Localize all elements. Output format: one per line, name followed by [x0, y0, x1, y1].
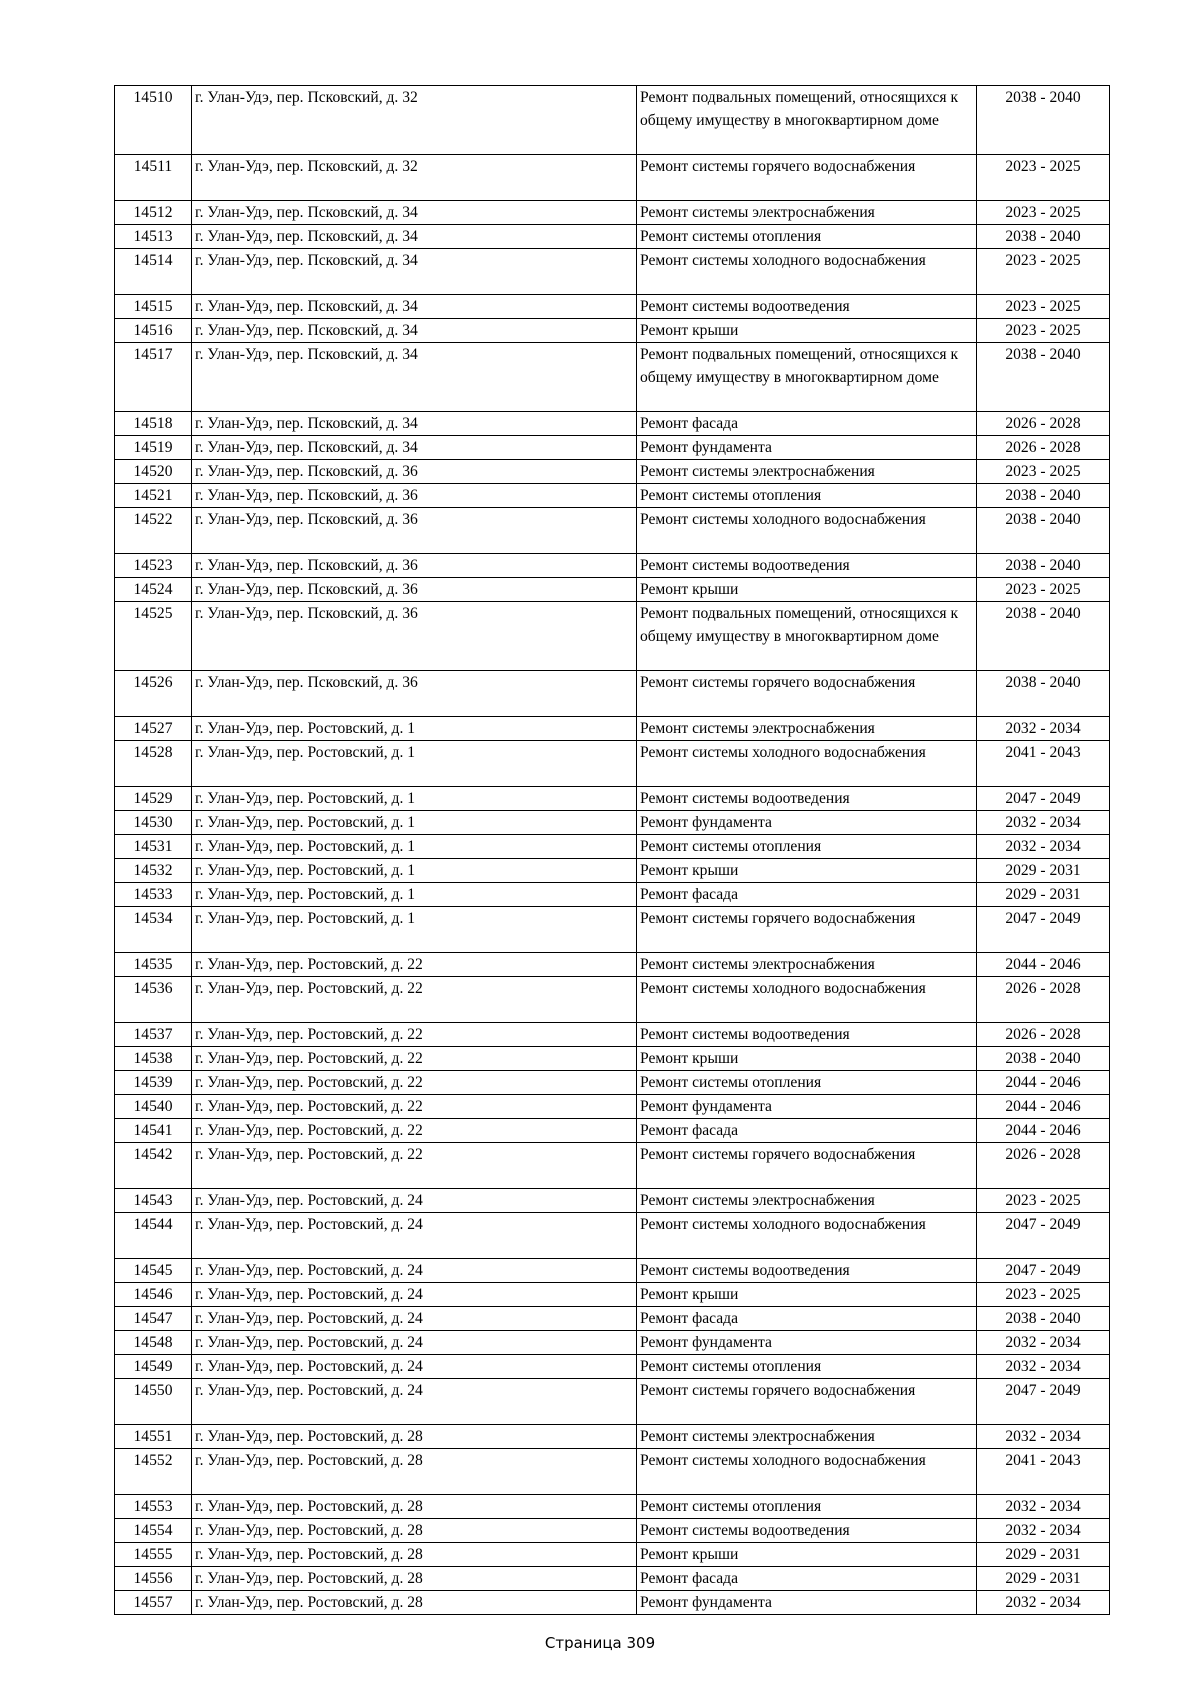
table-row — [115, 1259, 1110, 1283]
period-cell: 2029 - 2031 — [977, 1543, 1110, 1567]
period-cell: 2029 - 2031 — [977, 1567, 1110, 1591]
work-type-cell: Ремонт системы горячего водоснабжения — [637, 155, 977, 201]
row-number-cell: 14554 — [115, 1519, 192, 1543]
row-number-cell: 14549 — [115, 1355, 192, 1379]
period-cell: 2038 - 2040 — [977, 1307, 1110, 1331]
period-cell: 2038 - 2040 — [977, 225, 1110, 249]
table-row — [115, 554, 1110, 578]
table-row — [115, 1495, 1110, 1519]
table-body — [115, 86, 1110, 1615]
table-row — [115, 1519, 1110, 1543]
work-type-cell: Ремонт системы водоотведения — [637, 554, 977, 578]
period-cell: 2038 - 2040 — [977, 484, 1110, 508]
work-type-cell: Ремонт крыши — [637, 578, 977, 602]
table-row — [115, 1283, 1110, 1307]
row-number-cell: 14533 — [115, 883, 192, 907]
work-type-cell: Ремонт фасада — [637, 883, 977, 907]
row-number-cell: 14527 — [115, 717, 192, 741]
row-number-cell: 14555 — [115, 1543, 192, 1567]
period-cell: 2023 - 2025 — [977, 201, 1110, 225]
work-type-cell: Ремонт системы холодного водоснабжения — [637, 741, 977, 787]
table-row — [115, 883, 1110, 907]
work-type-cell: Ремонт системы горячего водоснабжения — [637, 1379, 977, 1425]
row-number-cell: 14513 — [115, 225, 192, 249]
address-cell: г. Улан-Удэ, пер. Ростовский, д. 1 — [192, 811, 637, 835]
row-number-cell: 14557 — [115, 1591, 192, 1615]
address-cell: г. Улан-Удэ, пер. Ростовский, д. 24 — [192, 1189, 637, 1213]
address-cell: г. Улан-Удэ, пер. Ростовский, д. 24 — [192, 1283, 637, 1307]
work-type-cell: Ремонт системы холодного водоснабжения — [637, 1213, 977, 1259]
work-type-cell: Ремонт системы горячего водоснабжения — [637, 1143, 977, 1189]
work-type-cell: Ремонт крыши — [637, 859, 977, 883]
period-cell: 2026 - 2028 — [977, 436, 1110, 460]
address-cell: г. Улан-Удэ, пер. Псковский, д. 36 — [192, 554, 637, 578]
table-row — [115, 1307, 1110, 1331]
work-type-cell: Ремонт подвальных помещений, относящихся к общему имуществу в многоквартирном доме — [637, 602, 977, 671]
work-type-cell: Ремонт фасада — [637, 1119, 977, 1143]
table-row — [115, 787, 1110, 811]
address-cell: г. Улан-Удэ, пер. Псковский, д. 36 — [192, 602, 637, 671]
address-cell: г. Улан-Удэ, пер. Псковский, д. 32 — [192, 86, 637, 155]
work-type-cell: Ремонт крыши — [637, 319, 977, 343]
work-type-cell: Ремонт фундамента — [637, 1095, 977, 1119]
row-number-cell: 14545 — [115, 1259, 192, 1283]
table-row — [115, 1095, 1110, 1119]
row-number-cell: 14529 — [115, 787, 192, 811]
period-cell: 2023 - 2025 — [977, 1283, 1110, 1307]
work-type-cell: Ремонт системы электроснабжения — [637, 953, 977, 977]
work-type-cell: Ремонт системы отопления — [637, 1355, 977, 1379]
address-cell: г. Улан-Удэ, пер. Ростовский, д. 1 — [192, 883, 637, 907]
address-cell: г. Улан-Удэ, пер. Ростовский, д. 22 — [192, 953, 637, 977]
address-cell: г. Улан-Удэ, пер. Ростовский, д. 28 — [192, 1567, 637, 1591]
work-type-cell: Ремонт системы электроснабжения — [637, 1425, 977, 1449]
work-type-cell: Ремонт фундамента — [637, 436, 977, 460]
table-row — [115, 436, 1110, 460]
period-cell: 2032 - 2034 — [977, 1519, 1110, 1543]
work-type-cell: Ремонт системы электроснабжения — [637, 1189, 977, 1213]
work-type-cell: Ремонт системы электроснабжения — [637, 460, 977, 484]
row-number-cell: 14544 — [115, 1213, 192, 1259]
work-type-cell: Ремонт крыши — [637, 1543, 977, 1567]
row-number-cell: 14521 — [115, 484, 192, 508]
row-number-cell: 14531 — [115, 835, 192, 859]
table-row — [115, 977, 1110, 1023]
row-number-cell: 14510 — [115, 86, 192, 155]
table-row — [115, 1023, 1110, 1047]
table-row — [115, 835, 1110, 859]
table-row — [115, 412, 1110, 436]
work-type-cell: Ремонт системы электроснабжения — [637, 201, 977, 225]
period-cell: 2023 - 2025 — [977, 1189, 1110, 1213]
period-cell: 2026 - 2028 — [977, 412, 1110, 436]
row-number-cell: 14553 — [115, 1495, 192, 1519]
period-cell: 2023 - 2025 — [977, 319, 1110, 343]
row-number-cell: 14540 — [115, 1095, 192, 1119]
address-cell: г. Улан-Удэ, пер. Псковский, д. 36 — [192, 508, 637, 554]
table-row — [115, 508, 1110, 554]
address-cell: г. Улан-Удэ, пер. Ростовский, д. 1 — [192, 787, 637, 811]
address-cell: г. Улан-Удэ, пер. Ростовский, д. 22 — [192, 1023, 637, 1047]
address-cell: г. Улан-Удэ, пер. Псковский, д. 34 — [192, 436, 637, 460]
address-cell: г. Улан-Удэ, пер. Ростовский, д. 1 — [192, 717, 637, 741]
period-cell: 2023 - 2025 — [977, 249, 1110, 295]
table-row — [115, 201, 1110, 225]
address-cell: г. Улан-Удэ, пер. Ростовский, д. 28 — [192, 1495, 637, 1519]
table-row — [115, 225, 1110, 249]
address-cell: г. Улан-Удэ, пер. Ростовский, д. 22 — [192, 977, 637, 1023]
row-number-cell: 14547 — [115, 1307, 192, 1331]
work-type-cell: Ремонт крыши — [637, 1283, 977, 1307]
address-cell: г. Улан-Удэ, пер. Псковский, д. 36 — [192, 578, 637, 602]
address-cell: г. Улан-Удэ, пер. Ростовский, д. 24 — [192, 1307, 637, 1331]
table-row — [115, 1331, 1110, 1355]
row-number-cell: 14532 — [115, 859, 192, 883]
address-cell: г. Улан-Удэ, пер. Ростовский, д. 22 — [192, 1119, 637, 1143]
row-number-cell: 14530 — [115, 811, 192, 835]
period-cell: 2032 - 2034 — [977, 1331, 1110, 1355]
table-row — [115, 249, 1110, 295]
work-type-cell: Ремонт фасада — [637, 1567, 977, 1591]
period-cell: 2047 - 2049 — [977, 1213, 1110, 1259]
work-type-cell: Ремонт системы электроснабжения — [637, 717, 977, 741]
address-cell: г. Улан-Удэ, пер. Псковский, д. 34 — [192, 343, 637, 412]
work-type-cell: Ремонт фундамента — [637, 811, 977, 835]
document-page — [114, 85, 1109, 1615]
work-type-cell: Ремонт системы отопления — [637, 1495, 977, 1519]
table-row — [115, 1591, 1110, 1615]
period-cell: 2032 - 2034 — [977, 1591, 1110, 1615]
row-number-cell: 14536 — [115, 977, 192, 1023]
table-row — [115, 155, 1110, 201]
period-cell: 2032 - 2034 — [977, 717, 1110, 741]
work-type-cell: Ремонт крыши — [637, 1047, 977, 1071]
row-number-cell: 14525 — [115, 602, 192, 671]
work-type-cell: Ремонт подвальных помещений, относящихся к общему имуществу в многоквартирном доме — [637, 86, 977, 155]
work-type-cell: Ремонт системы холодного водоснабжения — [637, 508, 977, 554]
work-type-cell: Ремонт фасада — [637, 412, 977, 436]
work-type-cell: Ремонт системы водоотведения — [637, 1519, 977, 1543]
period-cell: 2023 - 2025 — [977, 578, 1110, 602]
row-number-cell: 14542 — [115, 1143, 192, 1189]
row-number-cell: 14526 — [115, 671, 192, 717]
table-row — [115, 717, 1110, 741]
table-row — [115, 1143, 1110, 1189]
row-number-cell: 14534 — [115, 907, 192, 953]
row-number-cell: 14537 — [115, 1023, 192, 1047]
address-cell: г. Улан-Удэ, пер. Псковский, д. 32 — [192, 155, 637, 201]
table-row — [115, 484, 1110, 508]
work-type-cell: Ремонт системы водоотведения — [637, 295, 977, 319]
row-number-cell: 14535 — [115, 953, 192, 977]
work-type-cell: Ремонт системы горячего водоснабжения — [637, 671, 977, 717]
period-cell: 2047 - 2049 — [977, 1379, 1110, 1425]
repair-schedule-table — [114, 85, 1110, 1615]
period-cell: 2032 - 2034 — [977, 1425, 1110, 1449]
row-number-cell: 14522 — [115, 508, 192, 554]
row-number-cell: 14543 — [115, 1189, 192, 1213]
address-cell: г. Улан-Удэ, пер. Псковский, д. 34 — [192, 319, 637, 343]
period-cell: 2038 - 2040 — [977, 343, 1110, 412]
row-number-cell: 14520 — [115, 460, 192, 484]
work-type-cell: Ремонт системы отопления — [637, 225, 977, 249]
period-cell: 2038 - 2040 — [977, 671, 1110, 717]
row-number-cell: 14514 — [115, 249, 192, 295]
row-number-cell: 14523 — [115, 554, 192, 578]
address-cell: г. Улан-Удэ, пер. Псковский, д. 36 — [192, 484, 637, 508]
table-row — [115, 602, 1110, 671]
period-cell: 2044 - 2046 — [977, 1119, 1110, 1143]
table-row — [115, 1379, 1110, 1425]
table-row — [115, 671, 1110, 717]
period-cell: 2038 - 2040 — [977, 1047, 1110, 1071]
row-number-cell: 14512 — [115, 201, 192, 225]
period-cell: 2047 - 2049 — [977, 787, 1110, 811]
address-cell: г. Улан-Удэ, пер. Ростовский, д. 22 — [192, 1095, 637, 1119]
address-cell: г. Улан-Удэ, пер. Ростовский, д. 24 — [192, 1355, 637, 1379]
period-cell: 2038 - 2040 — [977, 602, 1110, 671]
work-type-cell: Ремонт системы водоотведения — [637, 787, 977, 811]
address-cell: г. Улан-Удэ, пер. Ростовский, д. 22 — [192, 1071, 637, 1095]
row-number-cell: 14524 — [115, 578, 192, 602]
period-cell: 2026 - 2028 — [977, 1023, 1110, 1047]
address-cell: г. Улан-Удэ, пер. Ростовский, д. 1 — [192, 907, 637, 953]
work-type-cell: Ремонт системы холодного водоснабжения — [637, 249, 977, 295]
row-number-cell: 14556 — [115, 1567, 192, 1591]
table-row — [115, 1047, 1110, 1071]
period-cell: 2032 - 2034 — [977, 1355, 1110, 1379]
table-row — [115, 1425, 1110, 1449]
row-number-cell: 14517 — [115, 343, 192, 412]
address-cell: г. Улан-Удэ, пер. Ростовский, д. 1 — [192, 741, 637, 787]
table-row — [115, 460, 1110, 484]
period-cell: 2038 - 2040 — [977, 554, 1110, 578]
table-row — [115, 811, 1110, 835]
table-row — [115, 295, 1110, 319]
row-number-cell: 14546 — [115, 1283, 192, 1307]
row-number-cell: 14516 — [115, 319, 192, 343]
row-number-cell: 14541 — [115, 1119, 192, 1143]
period-cell: 2038 - 2040 — [977, 508, 1110, 554]
period-cell: 2038 - 2040 — [977, 86, 1110, 155]
period-cell: 2023 - 2025 — [977, 295, 1110, 319]
row-number-cell: 14538 — [115, 1047, 192, 1071]
table-row — [115, 1071, 1110, 1095]
row-number-cell: 14528 — [115, 741, 192, 787]
address-cell: г. Улан-Удэ, пер. Ростовский, д. 1 — [192, 859, 637, 883]
work-type-cell: Ремонт системы горячего водоснабжения — [637, 907, 977, 953]
work-type-cell: Ремонт фасада — [637, 1307, 977, 1331]
period-cell: 2041 - 2043 — [977, 741, 1110, 787]
work-type-cell: Ремонт фундамента — [637, 1591, 977, 1615]
address-cell: г. Улан-Удэ, пер. Псковский, д. 34 — [192, 412, 637, 436]
row-number-cell: 14511 — [115, 155, 192, 201]
address-cell: г. Улан-Удэ, пер. Псковский, д. 36 — [192, 460, 637, 484]
work-type-cell: Ремонт системы водоотведения — [637, 1023, 977, 1047]
address-cell: г. Улан-Удэ, пер. Псковский, д. 36 — [192, 671, 637, 717]
row-number-cell: 14515 — [115, 295, 192, 319]
period-cell: 2041 - 2043 — [977, 1449, 1110, 1495]
period-cell: 2023 - 2025 — [977, 155, 1110, 201]
period-cell: 2044 - 2046 — [977, 953, 1110, 977]
work-type-cell: Ремонт системы отопления — [637, 1071, 977, 1095]
address-cell: г. Улан-Удэ, пер. Псковский, д. 34 — [192, 225, 637, 249]
table-row — [115, 1567, 1110, 1591]
address-cell: г. Улан-Удэ, пер. Ростовский, д. 22 — [192, 1047, 637, 1071]
address-cell: г. Улан-Удэ, пер. Ростовский, д. 22 — [192, 1143, 637, 1189]
address-cell: г. Улан-Удэ, пер. Ростовский, д. 28 — [192, 1591, 637, 1615]
row-number-cell: 14539 — [115, 1071, 192, 1095]
period-cell: 2047 - 2049 — [977, 907, 1110, 953]
period-cell: 2032 - 2034 — [977, 1495, 1110, 1519]
row-number-cell: 14548 — [115, 1331, 192, 1355]
address-cell: г. Улан-Удэ, пер. Псковский, д. 34 — [192, 201, 637, 225]
address-cell: г. Улан-Удэ, пер. Ростовский, д. 24 — [192, 1213, 637, 1259]
table-row — [115, 1543, 1110, 1567]
period-cell: 2047 - 2049 — [977, 1259, 1110, 1283]
address-cell: г. Улан-Удэ, пер. Ростовский, д. 24 — [192, 1379, 637, 1425]
work-type-cell: Ремонт фундамента — [637, 1331, 977, 1355]
address-cell: г. Улан-Удэ, пер. Ростовский, д. 24 — [192, 1331, 637, 1355]
period-cell: 2026 - 2028 — [977, 1143, 1110, 1189]
work-type-cell: Ремонт системы водоотведения — [637, 1259, 977, 1283]
table-row — [115, 741, 1110, 787]
table-row — [115, 1355, 1110, 1379]
address-cell: г. Улан-Удэ, пер. Ростовский, д. 1 — [192, 835, 637, 859]
address-cell: г. Улан-Удэ, пер. Ростовский, д. 28 — [192, 1543, 637, 1567]
table-row — [115, 859, 1110, 883]
table-row — [115, 578, 1110, 602]
period-cell: 2026 - 2028 — [977, 977, 1110, 1023]
work-type-cell: Ремонт системы отопления — [637, 484, 977, 508]
address-cell: г. Улан-Удэ, пер. Псковский, д. 34 — [192, 295, 637, 319]
table-row — [115, 1213, 1110, 1259]
address-cell: г. Улан-Удэ, пер. Ростовский, д. 28 — [192, 1449, 637, 1495]
row-number-cell: 14519 — [115, 436, 192, 460]
period-cell: 2023 - 2025 — [977, 460, 1110, 484]
work-type-cell: Ремонт подвальных помещений, относящихся к общему имуществу в многоквартирном доме — [637, 343, 977, 412]
page-number: Страница 309 — [544, 1634, 656, 1652]
table-row — [115, 343, 1110, 412]
table-row — [115, 1189, 1110, 1213]
address-cell: г. Улан-Удэ, пер. Ростовский, д. 28 — [192, 1425, 637, 1449]
period-cell: 2032 - 2034 — [977, 811, 1110, 835]
period-cell: 2029 - 2031 — [977, 883, 1110, 907]
address-cell: г. Улан-Удэ, пер. Ростовский, д. 28 — [192, 1519, 637, 1543]
period-cell: 2044 - 2046 — [977, 1095, 1110, 1119]
table-row — [115, 86, 1110, 155]
address-cell: г. Улан-Удэ, пер. Псковский, д. 34 — [192, 249, 637, 295]
row-number-cell: 14551 — [115, 1425, 192, 1449]
work-type-cell: Ремонт системы холодного водоснабжения — [637, 977, 977, 1023]
period-cell: 2032 - 2034 — [977, 835, 1110, 859]
row-number-cell: 14552 — [115, 1449, 192, 1495]
address-cell: г. Улан-Удэ, пер. Ростовский, д. 24 — [192, 1259, 637, 1283]
row-number-cell: 14518 — [115, 412, 192, 436]
table-row — [115, 319, 1110, 343]
row-number-cell: 14550 — [115, 1379, 192, 1425]
table-row — [115, 907, 1110, 953]
period-cell: 2044 - 2046 — [977, 1071, 1110, 1095]
period-cell: 2029 - 2031 — [977, 859, 1110, 883]
table-row — [115, 1119, 1110, 1143]
work-type-cell: Ремонт системы холодного водоснабжения — [637, 1449, 977, 1495]
table-row — [115, 953, 1110, 977]
table-row — [115, 1449, 1110, 1495]
work-type-cell: Ремонт системы отопления — [637, 835, 977, 859]
